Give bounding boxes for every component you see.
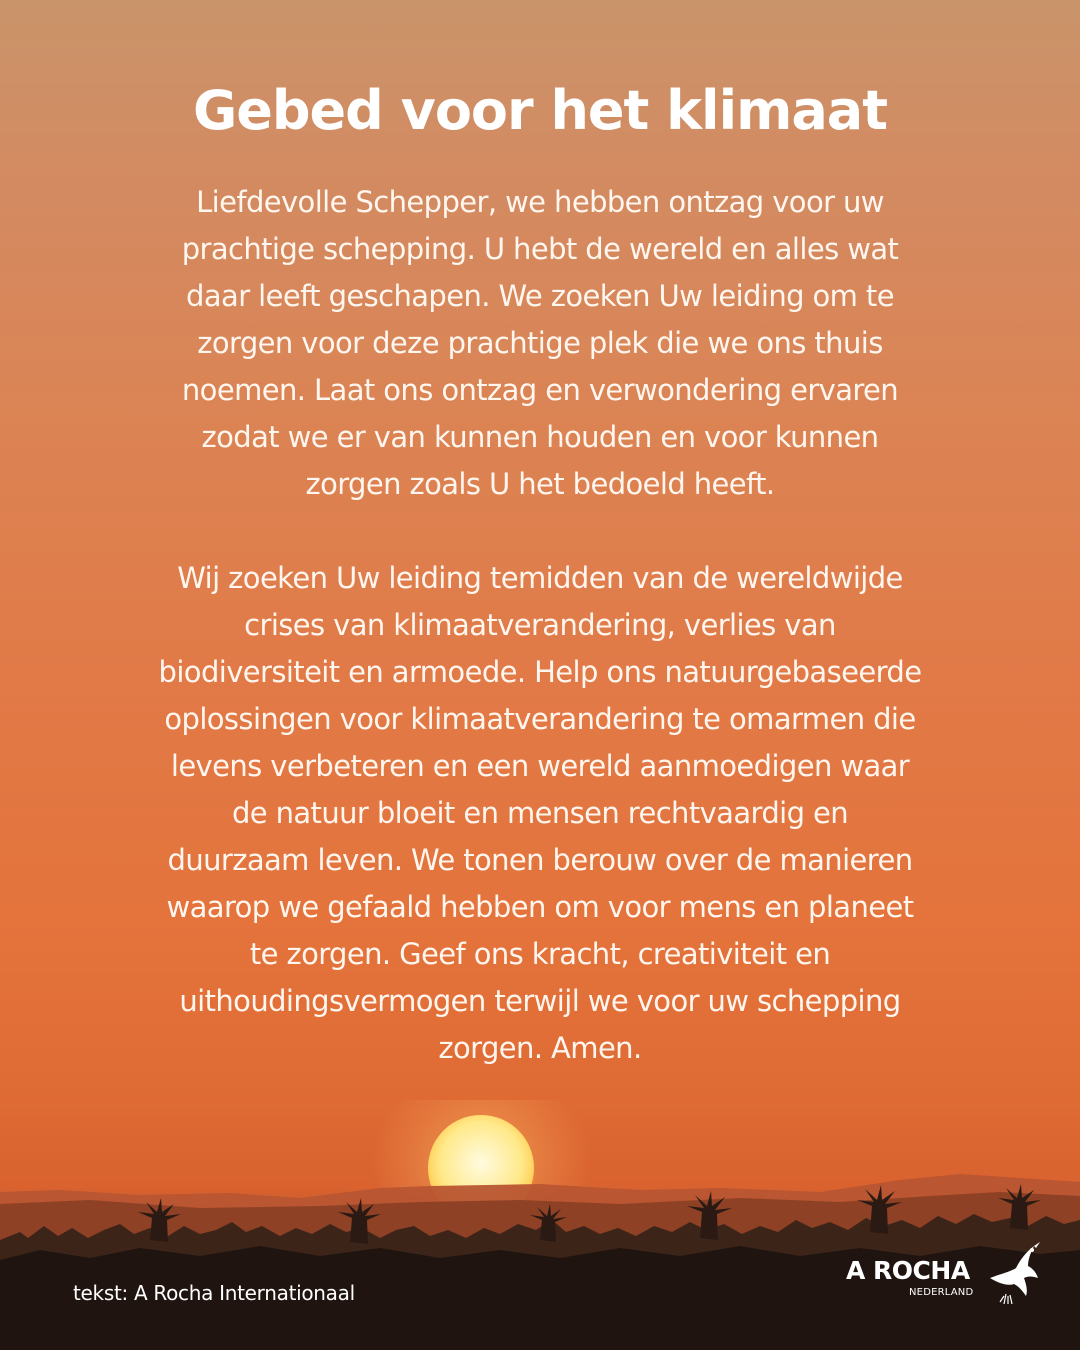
prayer-line: duurzaam leven. We tonen berouw over de manieren (167, 843, 913, 877)
prayer-line: zorgen. Amen. (438, 1031, 642, 1065)
prayer-line: noemen. Laat ons ontzag en verwondering ervaren (181, 373, 899, 407)
a-rocha-logo (846, 1238, 1046, 1312)
logo-name: A ROCHA (846, 1256, 970, 1285)
prayer-line: zodat we er van kunnen houden en voor kunnen (201, 420, 879, 454)
prayer-line: waarop we gefaald hebben om voor mens en planeet (166, 890, 914, 924)
prayer-line: Liefdevolle Schepper, we hebben ontzag voor uw (196, 185, 884, 219)
prayer-line: daar leeft geschapen. We zoeken Uw leiding om te (186, 279, 894, 313)
prayer-line: crises van klimaatverandering, verlies van (244, 608, 836, 642)
prayer-line: uithoudingsvermogen terwijl we voor uw schepping (179, 984, 901, 1018)
prayer-line: biodiversiteit en armoede. Help ons natuurgebaseerde (158, 655, 922, 689)
prayer-line: zorgen zoals U het bedoeld heeft. (305, 467, 775, 501)
prayer-line: zorgen voor deze prachtige plek die we ons thuis (197, 326, 883, 360)
prayer-line: de natuur bloeit en mensen rechtvaardig en (231, 796, 849, 830)
prayer-line: te zorgen. Geef ons kracht, creativiteit en (249, 937, 831, 971)
kingfisher-bird-icon (986, 1238, 1042, 1308)
page-title: Gebed voor het klimaat (192, 79, 888, 142)
prayer-line: prachtige schepping. U hebt de wereld en alles wat (181, 232, 899, 266)
prayer-line: oplossingen voor klimaatverandering te omarmen die (164, 702, 916, 736)
prayer-line: Wij zoeken Uw leiding temidden van de wereldwijde (177, 561, 903, 595)
text-credit: tekst: A Rocha Internationaal (73, 1281, 355, 1305)
sunset-landscape (0, 1100, 1080, 1350)
prayer-paragraph-2 (90, 555, 990, 1072)
prayer-line: levens verbeteren en een wereld aanmoedigen waar (170, 749, 910, 783)
prayer-paragraph-1 (90, 179, 990, 508)
logo-subtitle: NEDERLAND (909, 1287, 974, 1298)
